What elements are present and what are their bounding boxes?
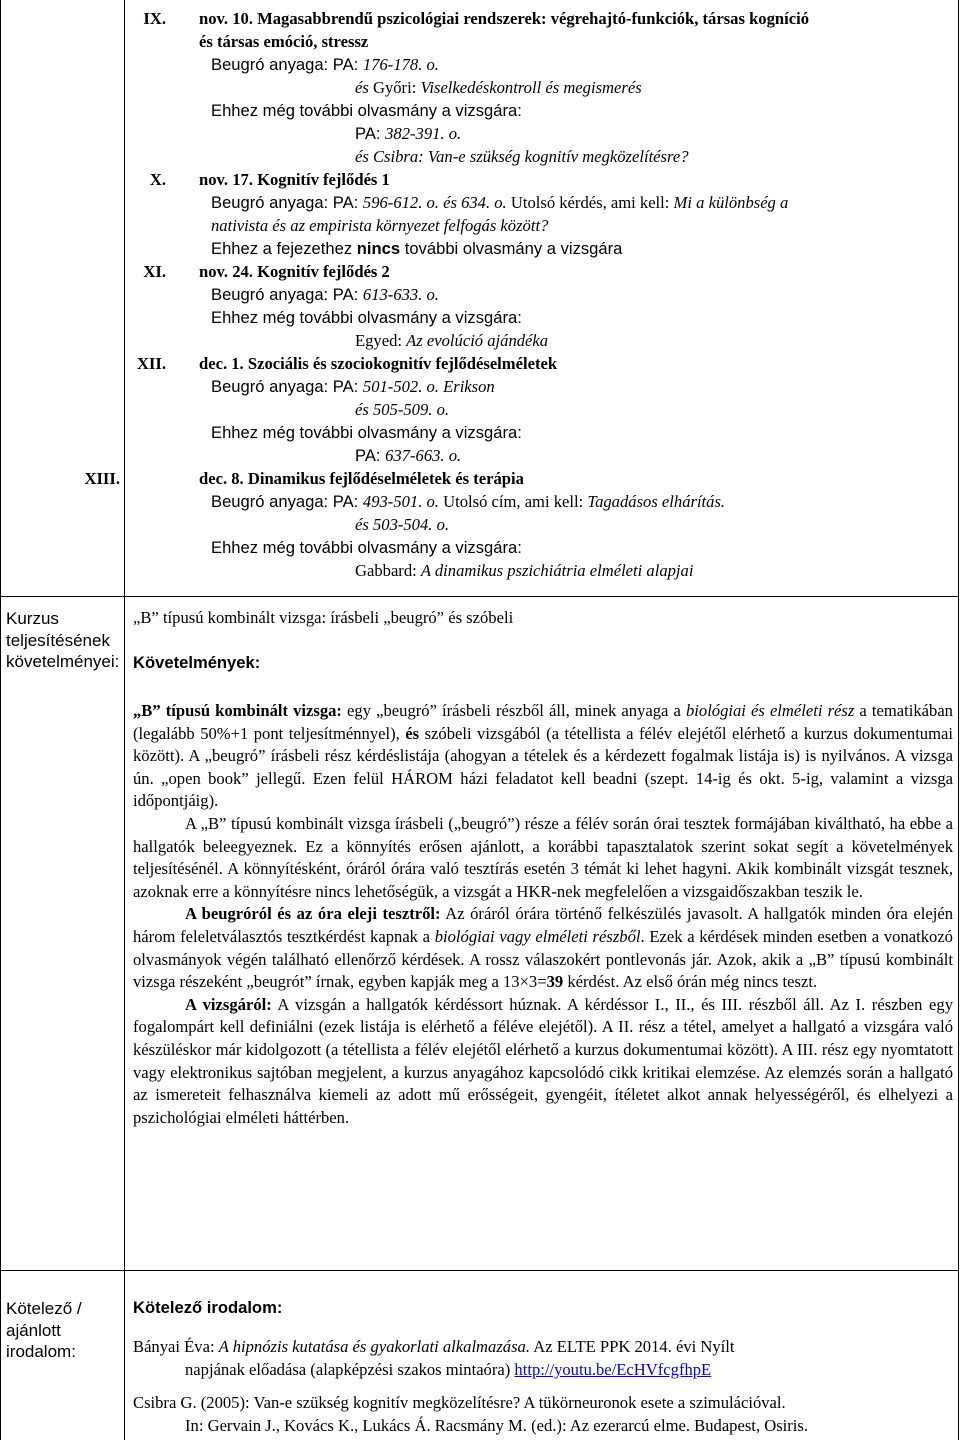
text-run: Ehhez még további olvasmány a vizsgára: xyxy=(211,538,522,557)
text-run: Beugró anyaga: PA: xyxy=(211,377,363,396)
table-border-right xyxy=(958,0,959,1440)
session-detail-line xyxy=(355,77,642,99)
session-detail-line xyxy=(211,491,725,513)
reference-line xyxy=(133,1336,735,1358)
session-detail-line xyxy=(211,238,622,260)
session-detail-line xyxy=(355,445,461,467)
text-run: kérdést. Az első órán még nincs teszt. xyxy=(563,972,818,992)
session-number: IX. xyxy=(143,9,166,28)
text-run: napjának előadása (alapképzési szakos mintaóra) xyxy=(185,1360,515,1379)
session-title xyxy=(199,8,809,30)
reference-line xyxy=(185,1359,711,1381)
text-run: 613-633. o. xyxy=(362,285,439,304)
session-title xyxy=(199,169,390,191)
session-number: X. xyxy=(149,170,166,189)
session-detail-line xyxy=(355,330,548,352)
session-detail-line xyxy=(211,54,439,76)
session-number: XIII. xyxy=(84,469,120,488)
text-run: Gabbard: xyxy=(355,561,421,580)
text-run: 493-501. o. xyxy=(362,492,444,511)
text-run: . Ezek a kérdések minden esetben a vonatkozó olvasmányok végén található ellenőrző kérdések. A rossz válaszokért pontlevonás jár. Azok, akik a „B” típusú kombinált vizsga részeként „beugrót” írnak, egyben kapják meg a 13×3= xyxy=(133,926,953,992)
requirements-paragraph xyxy=(133,994,953,1130)
text-run: 596-612. o. és 634. o. xyxy=(362,193,511,212)
text-run: „B” típusú kombinált vizsga: xyxy=(133,701,342,720)
text-run: Az evolúció ajándéka xyxy=(406,331,549,350)
text-run: Tagadásos elhárítás. xyxy=(587,492,726,511)
text-run: Ehhez még további olvasmány a vizsgára: xyxy=(211,101,522,120)
text-run: és 503-504. o. xyxy=(355,515,450,534)
text-run: A beugróról és az óra eleji tesztről: xyxy=(185,904,441,924)
text-run: Beugró anyaga: PA: xyxy=(211,492,363,511)
exam-type-line: „B” típusú kombinált vizsga: írásbeli „beugró” és szóbeli xyxy=(133,608,514,627)
text-run: Bányai Éva: xyxy=(133,1337,219,1356)
session-detail-line xyxy=(355,399,449,421)
text-run: Beugró anyaga: PA: xyxy=(211,55,363,74)
table-row-divider xyxy=(0,1270,959,1271)
session-detail-line xyxy=(211,192,788,214)
text-run: 501-502. o. Erikson xyxy=(362,377,495,396)
text-run: nov. 10. Magasabbrendű pszicológiai rendszerek: végrehajtó-funkciók, társas kogníció xyxy=(199,9,810,28)
session-number: XI. xyxy=(143,262,166,281)
session-detail-line xyxy=(211,376,495,398)
text-run: szóbeli vizsgából (a tétellista a félév elejétől elérhető a kurzus dokumentumai között). A „beugró” írásbeli rész kérdéslistája (ahogyan a tételek és a kérdezett fogalmak listája is) is nyilvános. A vizsga ún. „open book” jellegű. Ezen felül HÁROM házi feladatot kell beadni (szept. 14-ig és okt. 5-ig, valamint a vizsga időpontjáig). xyxy=(133,723,953,811)
table-border-left xyxy=(0,0,1,1440)
session-detail-line xyxy=(211,215,548,237)
session-detail-line xyxy=(355,146,689,168)
session-detail-line xyxy=(211,422,522,444)
reference-line xyxy=(185,1415,808,1437)
text-run: további olvasmány a vizsgára xyxy=(400,239,623,258)
session-detail-line xyxy=(355,514,449,536)
text-run: és Csibra: xyxy=(355,147,428,166)
text-run: 637-663. o. xyxy=(385,446,462,465)
text-run: egy „beugró” írásbeli részből áll, minek anyaga a xyxy=(341,701,686,720)
text-run: In: Gervain J., Kovács K., Lukács Á. Racsmány M. (ed.): Az ezerarcú elme. Budapest, Osiris. xyxy=(185,1416,809,1435)
text-run: biológiai és elméleti rész xyxy=(685,701,855,720)
session-detail-line xyxy=(355,560,693,582)
text-run: Ehhez még további olvasmány a vizsgára: xyxy=(211,308,522,327)
text-run: A „B” típusú kombinált vizsga írásbeli („beugró”) része a félév során órai tesztek formájában kiváltható, ha ebbe a hallgatók beleegyeznek. Ez a könnyítés erősen ajánlott, a korábbi tapasztalatok szerint sokat segít a követelmények teljesítésénél. A könnyítésként, óráról órára való tesztírás esetén 3 témát ki lehet hagyni. Akik kombinált vizsgát tesznek, azoknak erre a könnyítésre nincs lehetőségük, a vizsgát a HKR-nek megfelelően a vizsgaidőszakban teszik le. xyxy=(133,813,953,901)
text-run: és xyxy=(405,723,420,743)
text-run: Utolsó kérdés, ami kell: xyxy=(510,193,674,212)
text-run: Csibra G. (2005): Van-e szükség kognitív megközelítésre? A tükörneuronok esete a szimulációval. xyxy=(133,1393,786,1412)
session-title xyxy=(199,468,524,490)
text-run: Utolsó cím, ami kell: xyxy=(443,492,588,511)
session-title xyxy=(199,261,390,283)
text-run: A vizsgán a hallgatók kérdéssort húznak. A kérdéssor I., II., és III. részből áll. Az I. részben egy fogalompárt kell definiálni (ezek listája is elérhető a féléve elejétől). A II. rész a tétel, amelyet a hallgató a vizsgára való készüléskor már kidolgozott (a tétellista a félév elejétől elérhető a kurzus dokumentumai között). A III. rész egy nyomtatott vagy elektronikus sajtóban megjelent, a kurzus anyagához kapcsolódó cikk kritikai elemzése. Az elemzés során a hallgató az ismereteit felhasználva kiemeli az adott mű erősségeit, gyengéit, ítéletet alkot annak helyességéről, és elhelyezi a pszichológiai elméleti háttérben. xyxy=(133,994,953,1127)
text-run: nov. 24. Kognitív fejlődés 2 xyxy=(199,262,390,281)
literature-heading: Kötelező irodalom: xyxy=(133,1298,283,1317)
text-run: Mi a különbség a xyxy=(673,193,789,212)
text-run: PA: xyxy=(355,124,386,143)
text-run: Beugró anyaga: PA: xyxy=(211,193,363,212)
session-detail-line xyxy=(211,284,439,306)
text-run: Viselkedéskontroll és megismerés xyxy=(420,78,642,97)
requirements-heading: Követelmények: xyxy=(133,653,261,672)
literature-label: Kötelező / ajánlott irodalom: xyxy=(6,1299,82,1361)
session-detail-line xyxy=(211,537,522,559)
text-run: dec. 8. Dinamikus fejlődéselméletek és terápia xyxy=(199,469,524,488)
session-title xyxy=(199,353,557,375)
text-run: 382-391. o. xyxy=(385,124,462,143)
session-detail-line xyxy=(199,31,368,53)
requirements-paragraph xyxy=(133,903,953,993)
table-column-divider xyxy=(124,0,125,1440)
text-run: és xyxy=(355,78,373,97)
text-run: 176-178. o. xyxy=(362,55,439,74)
text-run: a tematikában (legalább 50%+1 pont teljesítménnyel), xyxy=(133,701,953,743)
video-link[interactable]: http://youtu.be/EcHVfcgfhpE xyxy=(514,1360,712,1379)
text-run: nativista és az empirista környezet felfogás között? xyxy=(211,216,549,235)
text-run: dec. 1. Szociális és szociokognitív fejlődéselméletek xyxy=(199,354,558,373)
requirements-body xyxy=(133,700,953,1129)
session-number: XII. xyxy=(136,354,166,373)
text-run: A vizsgáról: xyxy=(185,994,272,1014)
text-run: A dinamikus pszichiátria elméleti alapjai xyxy=(420,561,694,580)
reference-line xyxy=(133,1392,786,1414)
requirements-label: Kurzus teljesítésének követelményei: xyxy=(6,609,120,671)
text-run: biológiai vagy elméleti részből xyxy=(434,926,641,946)
session-detail-line xyxy=(211,307,522,329)
text-run: nov. 17. Kognitív fejlődés 1 xyxy=(199,170,390,189)
session-detail-line xyxy=(211,100,522,122)
text-run: Van-e szükség kognitív megközelítésre? xyxy=(427,147,689,166)
text-run: Ehhez a fejezethez xyxy=(211,239,357,258)
text-run: Az ELTE PPK 2014. évi Nyílt xyxy=(530,1337,735,1356)
requirements-paragraph xyxy=(133,813,953,903)
text-run: és 505-509. o. xyxy=(355,400,450,419)
text-run: 39 xyxy=(546,972,564,992)
text-run: és társas emóció, stressz xyxy=(199,32,369,51)
text-run: Győri: xyxy=(372,78,421,97)
text-run: Ehhez még további olvasmány a vizsgára: xyxy=(211,423,522,442)
text-run: Az óráról órára történő felkészülés javasolt. A hallgatók minden óra elején három feleletválasztós tesztkérdést kapnak a xyxy=(133,904,953,946)
session-detail-line xyxy=(355,123,461,145)
text-run: Egyed: xyxy=(355,331,407,350)
text-run: nincs xyxy=(356,239,401,258)
text-run: PA: xyxy=(355,446,386,465)
table-row-divider xyxy=(0,596,959,597)
text-run: Beugró anyaga: PA: xyxy=(211,285,363,304)
requirements-paragraph xyxy=(133,700,953,813)
text-run: A hipnózis kutatása és gyakorlati alkalmazása. xyxy=(218,1337,530,1356)
